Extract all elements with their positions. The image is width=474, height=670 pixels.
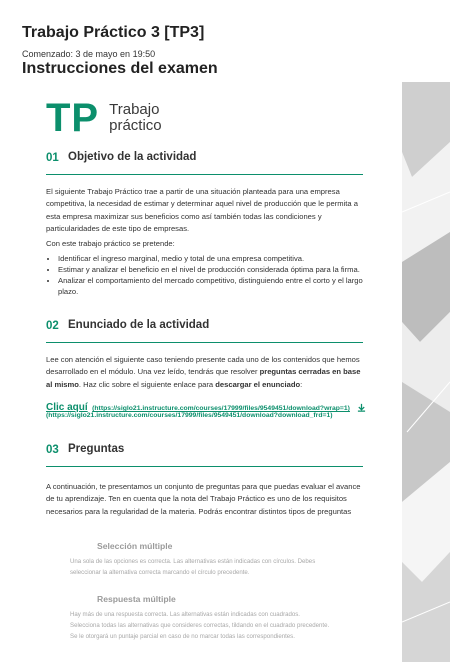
- decorative-background-image: [402, 82, 450, 662]
- section-header-questions: [46, 440, 363, 467]
- section-number: 02: [46, 320, 59, 332]
- objective-intro: Con este trabajo práctico se pretende:: [46, 239, 175, 248]
- logo-tp-letters: TP: [46, 96, 100, 140]
- page-title: Trabajo Práctico 3 [TP3]: [22, 24, 205, 41]
- section-title: Objetivo de la actividad: [68, 151, 197, 163]
- section-number: 03: [46, 444, 59, 456]
- download-link[interactable]: Clic aquí: [46, 402, 88, 413]
- statement-text: Lee con atención el siguiente caso teniendo presente cada uno de los contenidos que hemos desarrollado en el módulo. Una vez leído, tendrás que resolver: [46, 355, 360, 377]
- multiple-choice-line: seleccionar la alternativa correcta marcando el círculo precedente.: [70, 569, 250, 576]
- download-url-wrap[interactable]: (https://siglo21.instructure.com/courses/17999/files/9549451/download?wrap=1): [92, 405, 350, 412]
- section-title: Preguntas: [68, 443, 125, 455]
- instructions-heading: Instrucciones del examen: [22, 60, 218, 77]
- multiple-choice-title: Selección múltiple: [97, 541, 173, 551]
- download-url-direct[interactable]: (https://siglo21.instructure.com/courses/17999/files/9549451/download?download_frd=1): [46, 412, 333, 419]
- section-header-objective: [46, 148, 363, 175]
- list-item: • Identificar el ingreso marginal, medio y total de una empresa competitiva.: [58, 253, 378, 264]
- list-item: • Estimar y analizar el beneficio en el nivel de producción considerada óptima para la firma.: [58, 264, 378, 275]
- tp-logo: [46, 98, 162, 138]
- objective-paragraph: El siguiente Trabajo Práctico trae a partir de una situación planteada para una empresa competitiva, la necesidad de estimar y determinar aquel nivel de producción que le permita a esta empresa maximizar sus beneficios como así también todas las condiciones y particularidades de este tipo de empresas.: [46, 187, 358, 234]
- download-icon[interactable]: [357, 399, 366, 417]
- logo-wordmark: [109, 102, 162, 134]
- list-item: • Analizar el comportamiento del mercado competitivo, distinguiendo entre el corto y el largo plazo.: [58, 275, 378, 297]
- questions-paragraph: A continuación, te presentamos un conjunto de preguntas para que puedas evaluar el avance de tu aprendizaje. Ten en cuenta que la nota del Trabajo Práctico es uno de los requisitos necesarios para la regularidad de la materia. Podrás encontrar distintos tipos de preguntas: [46, 482, 361, 516]
- statement-text: . Haz clic sobre el siguiente enlace para: [78, 379, 216, 389]
- multiple-response-title: Respuesta múltiple: [97, 594, 176, 604]
- multiple-choice-line: Una sola de las opciones es correcta. Las alternativas están indicadas con círculos. Debes: [70, 558, 316, 565]
- section-title: Enunciado de la actividad: [68, 319, 210, 331]
- multiple-response-line: Selecciona todas las alternativas que consideres correctas, tildando en el cuadrado precedente.: [70, 622, 330, 629]
- multiple-response-line: Hay más de una respuesta correcta. Las alternativas están indicadas con cuadrados.: [70, 611, 301, 618]
- logo-word-1: Trabajo: [109, 101, 160, 118]
- statement-bold-text: descargar el enunciado: [215, 379, 301, 389]
- logo-word-2: práctico: [109, 117, 162, 134]
- started-timestamp: Comenzado: 3 de mayo en 19:50: [22, 49, 156, 59]
- section-number: 01: [46, 152, 59, 164]
- statement-bold-text: preguntas cerradas en base al mismo: [46, 367, 361, 389]
- statement-text: :: [300, 379, 303, 389]
- objective-list: [46, 253, 378, 297]
- statement-paragraph: [46, 354, 366, 391]
- multiple-response-line: Se le otorgará un puntaje parcial en caso de no marcar todas las correspondientes.: [70, 633, 295, 640]
- section-header-statement: [46, 316, 363, 343]
